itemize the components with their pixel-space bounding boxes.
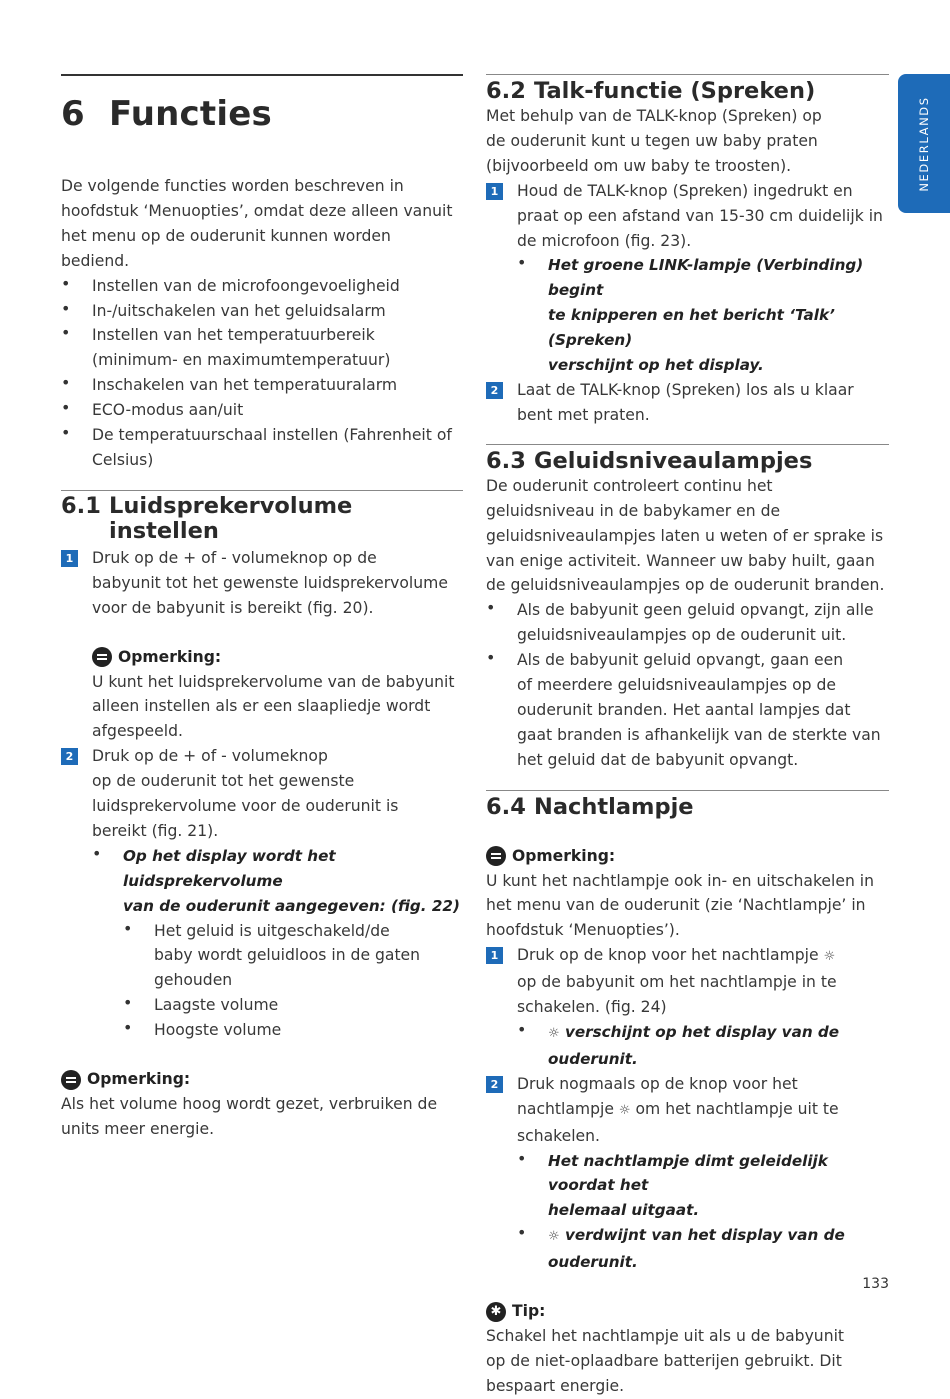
step-1: 1 Houd de TALK-knop (Spreken) ingedrukt en praat op een afstand van 15-30 cm duidelijk in de microfoon (fig. 23). • Het groene LINK-lampje (Verbinding) begint te knipperen en het bericht ‘Talk’ (Spreken) verschijnt op het display. xyxy=(486,179,889,378)
step-1: 1 Druk op de + of - volumeknop op de babyunit tot het gewenste luidsprekervolume voor de babyunit is bereikt (fig. 20). xyxy=(61,546,463,621)
list-item: • Laagste volume xyxy=(123,993,279,1015)
note: Opmerking: Als het volume hoog wordt gezet, verbruiken de units meer energie. xyxy=(61,1070,438,1138)
list-item: • In-/uitschakelen van het geluidsalarm xyxy=(61,298,386,320)
section-title-6-3: 6.3 Geluidsniveaulampjes xyxy=(486,447,813,474)
section-rule xyxy=(486,790,889,791)
step-number: 1 xyxy=(61,550,78,567)
chapter-title: 6 Functies xyxy=(61,94,272,134)
step-number: 2 xyxy=(486,1076,503,1093)
section-title-6-1: 6.1 Luidsprekervolume instellen xyxy=(61,492,353,544)
list-item: • Het geluid is uitgeschakeld/de baby wordt geluidloos in de gaten gehouden xyxy=(123,918,421,990)
step-number: 1 xyxy=(486,183,503,200)
section-rule xyxy=(486,74,889,75)
step-number: 1 xyxy=(486,947,503,964)
list-item: • Hoogste volume xyxy=(123,1018,282,1040)
note-icon xyxy=(61,1070,81,1090)
section-title-6-4: 6.4 Nachtlampje xyxy=(486,793,694,820)
nightlight-icon: ☼ xyxy=(548,1229,560,1245)
tip: ✱ Tip: Schakel het nachtlampje uit als u de babyunit op de niet-oplaadbare batterijen gebruikt. Dit bespaart energie. xyxy=(486,1302,845,1395)
step-number: 2 xyxy=(61,748,78,765)
result-item: • Het groene LINK-lampje (Verbinding) begint te knipperen en het bericht ‘Talk’ (Spreken) verschijnt op het display. xyxy=(517,253,864,375)
nightlight-icon: ☼ xyxy=(823,949,836,965)
right-column: 6.2 Talk-functie (Spreken) Met behulp van de TALK-knop (Spreken) op de ouderunit kunt u tegen uw baby praten (bijvoorbeeld om uw baby te troosten). 1 Houd de TALK-knop (Spreken) ingedrukt en praat op een afstand van 15-30 cm duidelijk in de microfoon (fig. 23). • Het groene LINK-lampje (Verbinding) begint te knipperen en het bericht ‘Talk’ (Spreken) verschijnt op het display. 2 Laat de TALK-knop (Spreken) los als u klaar bent met praten. 6.3 Geluidsniveaulampjes De ouderunit controleert continu het geluidsniveau in de babykamer en de geluidsniveaulampjes laten u weten of er sprake is van enige activiteit. Wanneer uw baby huilt, gaan de geluidsniveaulampjes op de ouderunit branden. • Als de babyunit geen geluid opvangt, zijn alle geluidsniveaulampjes op de ouderunit uit. • Als de babyunit geluid opvangt, gaan een of meerdere geluidsniveaulampjes op de ouderunit branden. Het aantal lampjes dat gaat branden is afhankelijk van de sterkte van het geluid dat de babyunit opvangt. 6.4 Nachtlampje Opmerking: U kunt het nachtlampje ook in- en uitschakelen in het menu van de ouderunit (zie ‘Nachtlampje’ in hoofdstuk ‘Menuopties’). 1 Druk op de knop voor het nachtlampje ☼ op de babyunit om het nachtlampje in te schakelen. (fig. 24) • ☼ verschijnt op het display van de ouderunit. 2 Druk nogmaals op de knop voor het nachtlampje ☼ om het nachtlampje uit te schakelen. • Het nachtlampje dimt geleidelijk voordat het helemaal uitgaat. • ☼ verdwijnt van het display van de ouderunit. ✱ Tip: Schakel het nachtlampje uit als u de babyunit op de niet-oplaadbare batterijen gebruikt. Dit bespaart energie. xyxy=(486,74,889,1399)
section-rule xyxy=(61,490,463,491)
nightlight-icon: ☼ xyxy=(548,1026,560,1041)
note-icon xyxy=(486,846,506,866)
step-number: 2 xyxy=(486,382,503,399)
tip-icon: ✱ xyxy=(486,1302,506,1322)
list-item: • Instellen van de microfoongevoeligheid xyxy=(61,273,400,295)
result-item: • Het nachtlampje dimt geleidelijk voordat het helemaal uitgaat. xyxy=(517,1148,828,1220)
feature-list xyxy=(61,274,463,473)
step-2: 2 Druk op de + of - volumeknop op de ouderunit tot het gewenste luidsprekervolume voor de ouderunit is bereikt (fig. 21). • Op het display wordt het luidsprekervolume van de ouderunit aangegeven: (fig. 22) • Het geluid is uitgeschakeld/de baby wordt geluidloos in de gaten gehouden • Laagste volume • Hoogste volume xyxy=(61,744,463,1043)
list-item: • Inschakelen van het temperatuuralarm xyxy=(61,373,398,395)
language-tab-label: NEDERLANDS xyxy=(917,96,931,192)
result-item: • ☼ verdwijnt van het display van de ouderunit. xyxy=(517,1223,845,1272)
chapter-intro: De volgende functies worden beschreven in hoofdstuk ‘Menuopties’, omdat deze alleen vanuit het menu op de ouderunit kunnen worden bediend. xyxy=(61,177,453,270)
nightlight-icon: ☼ xyxy=(618,1102,631,1118)
list-item: • Als de babyunit geen geluid opvangt, zijn alle geluidsniveaulampjes op de ouderunit uit. xyxy=(486,598,874,645)
page-number: 133 xyxy=(862,1276,889,1292)
note-icon xyxy=(92,647,112,667)
result-item: • Op het display wordt het luidsprekervolume van de ouderunit aangegeven: (fig. 22) • Het geluid is uitgeschakeld/de baby wordt geluidloos in de gaten gehouden • Laagste volume • Hoogste volume xyxy=(92,844,463,1043)
list-item: • ECO-modus aan/uit xyxy=(61,398,244,420)
language-tab xyxy=(898,74,950,213)
left-column xyxy=(61,74,463,1142)
result-item: • ☼ verschijnt op het display van de ouderunit. xyxy=(517,1020,840,1068)
step-2: 2 Druk nogmaals op de knop voor het nachtlampje ☼ om het nachtlampje uit te schakelen. • Het nachtlampje dimt geleidelijk voordat het helemaal uitgaat. • ☼ verdwijnt van het display van de ouderunit. xyxy=(486,1072,889,1275)
step-1: 1 Druk op de knop voor het nachtlampje ☼ op de babyunit om het nachtlampje in te schakelen. (fig. 24) • ☼ verschijnt op het display van de ouderunit. xyxy=(486,943,889,1072)
step-2: 2 Laat de TALK-knop (Spreken) los als u klaar bent met praten. xyxy=(486,378,889,428)
list-item: • De temperatuurschaal instellen (Fahrenheit of Celsius) xyxy=(61,423,452,469)
section-rule xyxy=(486,444,889,445)
note: Opmerking: U kunt het nachtlampje ook in- en uitschakelen in het menu van de ouderunit (zie ‘Nachtlampje’ in hoofdstuk ‘Menuopties’). xyxy=(486,846,874,940)
list-item: • Instellen van het temperatuurbereik (minimum- en maximumtemperatuur) xyxy=(61,323,391,370)
section-title-6-2: 6.2 Talk-functie (Spreken) xyxy=(486,78,816,104)
list-item: • Als de babyunit geluid opvangt, gaan een of meerdere geluidsniveaulampjes op de ouderunit branden. Het aantal lampjes dat gaat branden is afhankelijk van de sterkte van het geluid dat de babyunit opvangt. xyxy=(486,648,881,769)
note: Opmerking: U kunt het luidsprekervolume van de babyunit alleen instellen als er een slaapliedje wordt afgespeeld. xyxy=(92,647,455,741)
